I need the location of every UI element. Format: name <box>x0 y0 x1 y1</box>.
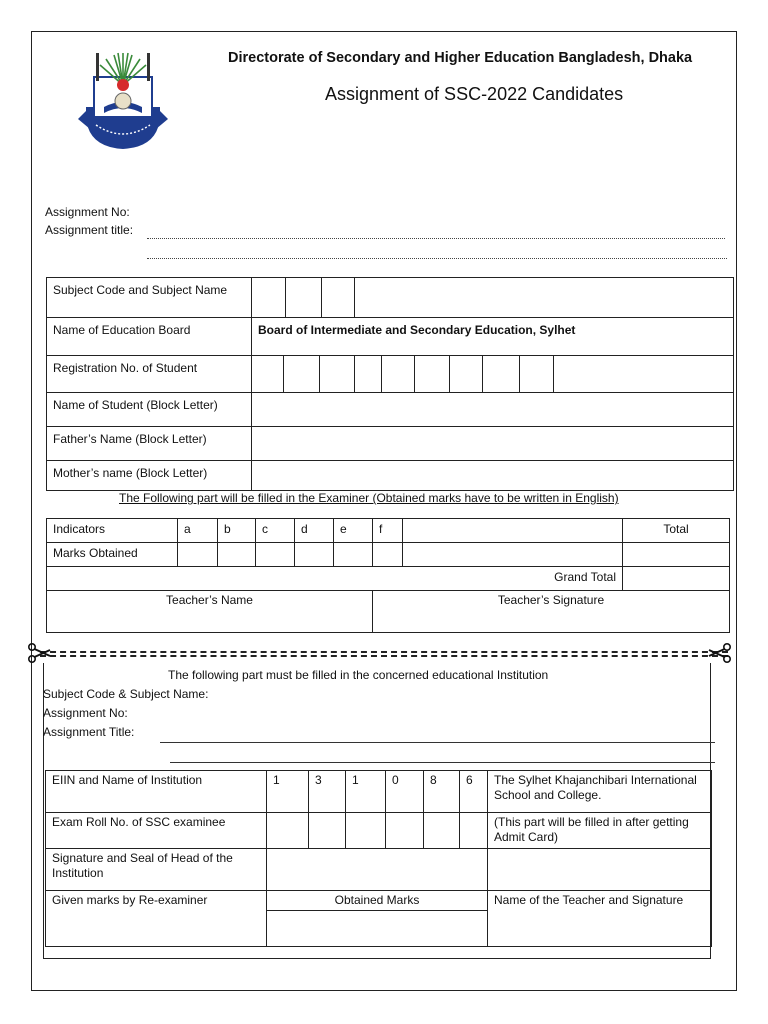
subject-code-label: Subject Code and Subject Name <box>47 278 252 318</box>
marks-extra-field[interactable] <box>403 543 623 567</box>
total-label: Total <box>623 519 730 543</box>
marks-a-field[interactable] <box>178 543 218 567</box>
directorate-title: Directorate of Secondary and Higher Education Bangladesh, Dhaka <box>228 50 693 66</box>
total-field[interactable] <box>623 543 730 567</box>
teacher-name-signature-label: Name of the Teacher and Signature <box>488 891 712 947</box>
teacher-signature-label: Teacher’s Signature <box>373 591 730 633</box>
indicator-a: a <box>178 519 218 543</box>
subject-code-box[interactable] <box>252 278 286 318</box>
re-examiner-label: Given marks by Re-examiner <box>46 891 267 947</box>
assignment-heading: Assignment of SSC-2022 Candidates <box>325 84 624 104</box>
indicator-c: c <box>256 519 295 543</box>
indicator-f: f <box>373 519 403 543</box>
eiin-digit: 1 <box>267 771 309 813</box>
marks-table <box>46 518 730 633</box>
indicator-d: d <box>295 519 334 543</box>
eiin-digit: 6 <box>460 771 488 813</box>
indicator-extra <box>403 519 623 543</box>
inst-assignment-no-label: Assignment No: <box>43 706 128 720</box>
inst-assignment-title-line-2[interactable] <box>170 762 715 763</box>
exam-roll-box[interactable] <box>460 813 488 849</box>
registration-digit-box[interactable] <box>415 356 449 393</box>
mother-name-label: Mother’s name (Block Letter) <box>47 461 252 491</box>
signature-seal-field[interactable] <box>267 849 488 891</box>
institution-name: The Sylhet Khajanchibari International School and College. <box>488 771 712 813</box>
registration-digit-box[interactable] <box>520 356 553 393</box>
inst-assignment-title-label: Assignment Title: <box>43 725 135 739</box>
eiin-digit: 1 <box>346 771 386 813</box>
student-info-table <box>46 277 734 491</box>
marks-obtained-label: Marks Obtained <box>47 543 178 567</box>
grand-total-field[interactable] <box>623 567 730 591</box>
indicator-b: b <box>218 519 256 543</box>
eiin-label: EIIN and Name of Institution <box>46 771 267 813</box>
inst-assignment-title-line-1[interactable] <box>160 742 715 743</box>
eiin-digit: 8 <box>424 771 460 813</box>
cut-line <box>40 651 728 657</box>
exam-roll-box[interactable] <box>424 813 460 849</box>
subject-code-box[interactable] <box>321 278 354 318</box>
mother-name-field[interactable] <box>252 461 734 491</box>
assignment-title-label: Assignment title: <box>45 223 134 237</box>
teacher-name-label: Teacher’s Name <box>47 591 373 633</box>
registration-digit-box[interactable] <box>483 356 520 393</box>
subject-name-field[interactable] <box>355 278 734 318</box>
father-name-label: Father’s Name (Block Letter) <box>47 427 252 461</box>
registration-digit-box[interactable] <box>252 356 284 393</box>
exam-roll-box[interactable] <box>309 813 346 849</box>
assignment-title-line-1[interactable] <box>147 238 725 239</box>
father-name-field[interactable] <box>252 427 734 461</box>
assignment-title-line-2[interactable] <box>147 258 727 259</box>
marks-f-field[interactable] <box>373 543 403 567</box>
registration-digit-box[interactable] <box>355 356 382 393</box>
signature-seal-extra[interactable] <box>488 849 712 891</box>
registration-digit-box[interactable] <box>449 356 482 393</box>
exam-roll-label: Exam Roll No. of SSC examinee <box>46 813 267 849</box>
inst-subject-code-label: Subject Code & Subject Name: <box>43 687 209 701</box>
indicator-e: e <box>334 519 373 543</box>
dshe-emblem-icon <box>76 47 170 151</box>
scissors-icon <box>708 642 732 664</box>
assignment-no-label: Assignment No: <box>45 205 130 219</box>
indicators-label: Indicators <box>47 519 178 543</box>
institution-table <box>45 770 712 947</box>
eiin-digit: 0 <box>386 771 424 813</box>
exam-roll-box[interactable] <box>267 813 309 849</box>
institution-note: The following part must be filled in the concerned educational Institution <box>168 668 549 682</box>
scissors-icon <box>27 642 51 664</box>
subject-code-box[interactable] <box>286 278 321 318</box>
obtained-marks-label: Obtained Marks <box>267 891 488 911</box>
education-board-value: Board of Intermediate and Secondary Education, Sylhet <box>252 318 734 356</box>
marks-e-field[interactable] <box>334 543 373 567</box>
registration-digit-box[interactable] <box>382 356 415 393</box>
examiner-note: The Following part will be filled in the Examiner (Obtained marks have to be written in English) <box>119 491 619 505</box>
education-board-label: Name of Education Board <box>47 318 252 356</box>
obtained-marks-field[interactable] <box>267 911 488 947</box>
registration-label: Registration No. of Student <box>47 356 252 393</box>
student-name-label: Name of Student (Block Letter) <box>47 393 252 427</box>
grand-total-label: Grand Total <box>47 567 623 591</box>
marks-c-field[interactable] <box>256 543 295 567</box>
marks-b-field[interactable] <box>218 543 256 567</box>
marks-d-field[interactable] <box>295 543 334 567</box>
registration-digit-box[interactable] <box>284 356 319 393</box>
exam-roll-box[interactable] <box>346 813 386 849</box>
registration-digit-box[interactable] <box>319 356 354 393</box>
exam-roll-note: (This part will be filled in after getting Admit Card) <box>488 813 712 849</box>
exam-roll-box[interactable] <box>386 813 424 849</box>
eiin-digit: 3 <box>309 771 346 813</box>
student-name-field[interactable] <box>252 393 734 427</box>
registration-digit-box[interactable] <box>553 356 733 393</box>
signature-seal-label: Signature and Seal of Head of the Institution <box>46 849 267 891</box>
